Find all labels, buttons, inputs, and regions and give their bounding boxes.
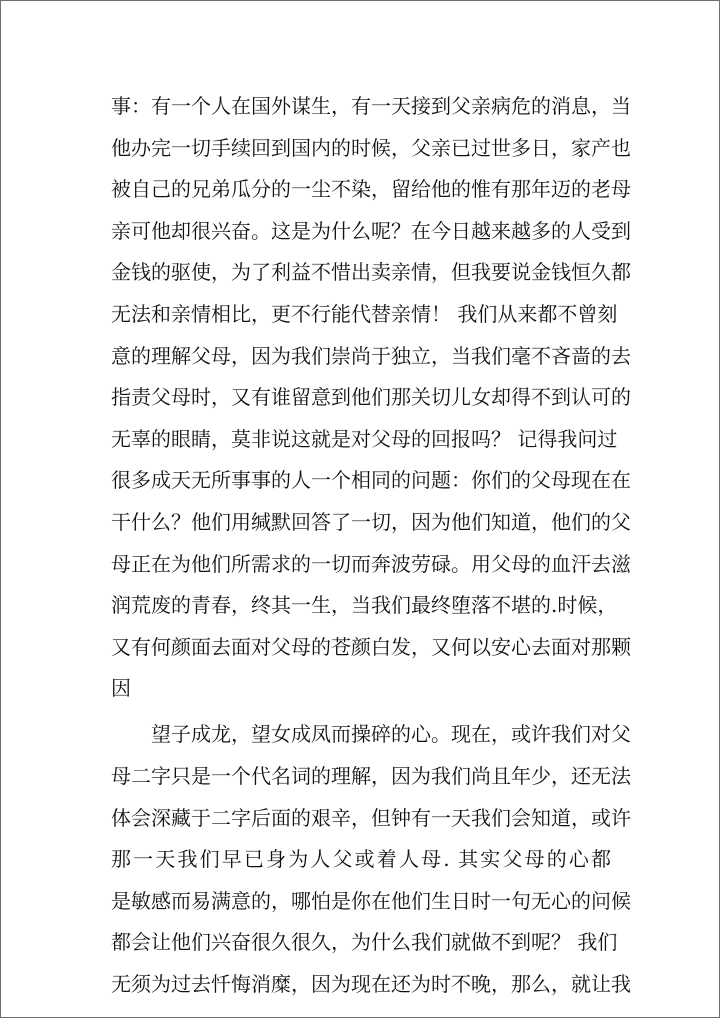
text-line: 是敏感而易满意的，哪怕是你在他们生日时一句无心的问候 [111,888,631,913]
text-line: 母二字只是一个代名词的理解，因为我们尚且年少，还无法 [111,764,631,788]
text-line: 那一天我们早已身为人父或着人母. 其实父母的心都 [111,847,611,872]
text-line: 体会深藏于二字后面的艰辛，但钟有一天我们会知道，或许 [111,805,631,830]
text-line: 无法和亲情相比，更不行能代替亲情！ 我们从来都不曾刻 [111,301,618,326]
text-line: 指责父母时，又有谁留意到他们那关切儿女却得不到认可的 [111,385,631,410]
text-line: 他办完一切手续回到国内的时候，父亲已过世多日，家产也 [111,135,631,160]
text-line: 意的理解父母，因为我们崇尚于独立，当我们毫不吝啬的去 [111,343,631,368]
text-line: 因 [111,676,131,701]
text-line: 又有何颜面去面对父母的苍颜白发，又何以安心去面对那颗 [111,634,631,659]
text-line: 亲可他却很兴奋。这是为什么呢？在今日越来越多的人受到 [111,218,631,243]
body-text [111,86,631,1006]
paragraph-first-line: 望子成龙，望女成凤而操碎的心。现在，或许我们对父 [111,722,631,747]
text-line: 无须为过去忏悔消糜，因为现在还为时不晚，那么，就让我 [111,971,631,996]
text-line: 润荒废的青春，终其一生，当我们最终堕落不堪的.时候， [111,593,618,618]
text-line: 都会让他们兴奋很久很久，为什么我们就做不到呢？ 我们 [111,930,618,955]
text-line: 很多成天无所事事的人一个相同的问题：你们的父母现在在 [111,468,631,493]
text-line: 母正在为他们所需求的一切而奔波劳碌。用父母的血汗去滋 [111,551,631,576]
text-line: 干什么？他们用缄默回答了一切，因为他们知道，他们的父 [111,509,631,534]
text-line: 金钱的驱使，为了利益不惜出卖亲情，但我要说金钱恒久都 [111,260,631,285]
text-line: 无辜的眼睛，莫非说这就是对父母的回报吗？ 记得我问过 [111,426,618,451]
text-line: 事：有一个人在国外谋生，有一天接到父亲病危的消息，当 [111,94,631,118]
text-line: 被自己的兄弟瓜分的一尘不染，留给他的惟有那年迈的老母 [111,177,631,202]
